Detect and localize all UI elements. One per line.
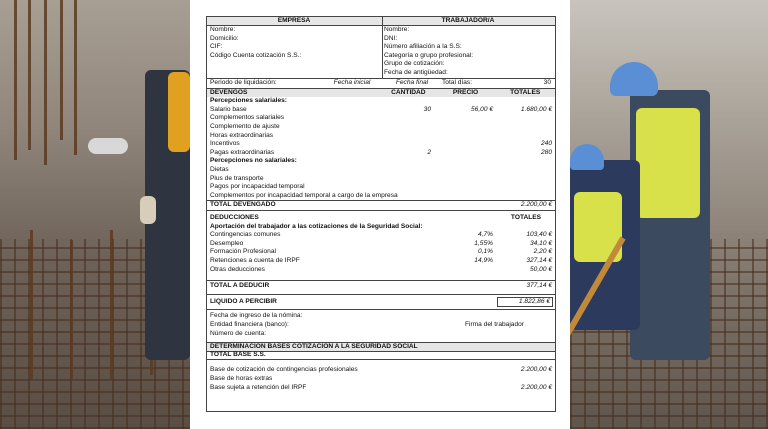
bases-section: [207, 343, 555, 392]
glove: [140, 196, 156, 224]
field-label: Categoría o grupo profesional:: [384, 51, 474, 59]
period-label: Periodo de liquidación:: [210, 79, 277, 87]
devengo-total: 1.680,00 €: [520, 105, 552, 113]
period-start: Fecha inicial: [333, 79, 371, 87]
total-base-label: TOTAL BASE S.S.: [207, 352, 555, 361]
field-label: Domicilio:: [210, 34, 239, 42]
deduccion-pct: 0,1%: [477, 248, 493, 256]
deducciones-subtitle: Aportación del trabajador a las cotizaciones de la Seguridad Social:: [210, 222, 423, 230]
base-value: 2.200,00 €: [520, 366, 552, 374]
devengo-cantidad: 2: [427, 148, 431, 156]
fecha-ingreso-label: Fecha de ingreso de la nómina:: [210, 312, 303, 320]
devengo-label: Salario base: [210, 105, 247, 113]
devengo-row: [207, 106, 555, 115]
devengo-row: [207, 149, 555, 158]
payslip-document: [190, 0, 570, 429]
devengo-label: Pagas extraordinarias: [210, 148, 275, 156]
total-devengado-value: 2.200,00 €: [520, 201, 552, 209]
hard-hat-icon: [610, 62, 658, 96]
col-cantidad: CANTIDAD: [391, 88, 426, 96]
devengo-label: Incentivos: [210, 140, 240, 148]
devengo-total: 280: [540, 148, 552, 156]
total-devengado-label: TOTAL DEVENGADO: [210, 201, 276, 209]
devengo-label: Horas extraordinarias: [210, 131, 274, 139]
field-label: Número afiliación a la S.S:: [384, 43, 462, 51]
deduccion-total: 2,20 €: [533, 248, 552, 256]
field-label: CIF:: [210, 43, 223, 51]
rebar: [110, 230, 113, 380]
rebar: [74, 0, 77, 155]
total-devengado-row: [207, 201, 555, 211]
background-photo-left: [0, 0, 190, 429]
col-precio: PRECIO: [452, 88, 479, 96]
total-days-label: Total días:: [442, 79, 473, 87]
devengo-no-salarial-label: Dietas: [210, 166, 229, 174]
field-label: Código Cuenta cotización S.S.:: [210, 51, 302, 59]
empresa-heading: EMPRESA: [207, 17, 381, 25]
field-label: Grupo de cotización:: [384, 60, 445, 68]
base-label: Base de cotización de contingencias profesionales: [210, 366, 358, 374]
rebar: [44, 0, 47, 165]
header-section: [207, 17, 555, 79]
deduccion-label: Retenciones a cuenta de IRPF: [210, 256, 300, 264]
safety-vest: [168, 72, 190, 152]
bases-title: DETERMINACIÓN BASES COTIZACIÓN A LA SEGURIDAD SOCIAL: [207, 343, 555, 352]
firma-label: Firma del trabajador: [465, 320, 525, 328]
field-label: Nombre:: [210, 26, 236, 34]
deduccion-label: Formación Profesional: [210, 248, 276, 256]
rebar: [60, 0, 63, 140]
base-row: [207, 366, 555, 375]
col-totales: TOTALES: [510, 88, 541, 96]
deduccion-pct: 14,9%: [474, 256, 493, 264]
devengo-row: [207, 114, 555, 123]
trabajador-fields: [381, 26, 555, 78]
deduccion-row: [207, 231, 555, 240]
base-label: Base de horas extras: [210, 374, 273, 382]
group-salariales: Percepciones salariales:: [210, 97, 287, 105]
total-deducir-value: 377,14 €: [526, 282, 552, 290]
deduccion-total: 327,14 €: [526, 256, 552, 264]
period-end: Fecha final: [395, 79, 429, 87]
rebar: [28, 0, 31, 150]
entidad-label: Entidad financiera (banco):: [210, 320, 289, 328]
devengos-section: [207, 89, 555, 202]
pipe: [88, 138, 128, 154]
safety-vest: [636, 108, 700, 218]
deduccion-label: Desempleo: [210, 239, 244, 247]
payment-info: [207, 310, 555, 343]
devengo-no-salarial-label: Pagos por incapacidad temporal: [210, 183, 305, 191]
deducciones-col-totales: TOTALES: [510, 214, 542, 221]
devengos-title: DEVENGOS: [210, 88, 248, 96]
numero-cuenta-label: Número de cuenta:: [210, 329, 267, 337]
field-label: DNI:: [384, 34, 398, 42]
total-deducir-row: [207, 281, 555, 295]
background-photo-right: [570, 0, 768, 429]
period-row: [207, 79, 555, 89]
devengo-total: 240: [540, 140, 552, 148]
base-row: [207, 383, 555, 392]
deduccion-total: 103,40 €: [526, 231, 552, 239]
devengo-no-salarial-label: Complementos por incapacidad temporal a cargo de la empresa: [210, 191, 398, 199]
deduccion-row: [207, 240, 555, 249]
hard-hat-icon: [570, 144, 604, 170]
deduccion-row: [207, 265, 555, 274]
liquido-label: LIQUIDO A PERCIBIR: [210, 297, 277, 305]
group-no-salariales: Percepciones no salariales:: [210, 157, 297, 165]
devengo-row: [207, 132, 555, 141]
deduccion-row: [207, 257, 555, 266]
empresa-fields: [207, 26, 381, 78]
deduccion-pct: 4,7%: [477, 231, 493, 239]
devengo-cantidad: 30: [423, 105, 431, 113]
total-days-value: 30: [543, 79, 551, 87]
devengo-label: Complemento de ajuste: [210, 123, 280, 131]
base-value: 2.200,00 €: [520, 383, 552, 391]
deduccion-label: Contingencias comunes: [210, 231, 281, 239]
base-label: Base sujeta a retención del IRPF: [210, 383, 307, 391]
rebar: [70, 240, 73, 380]
field-label: Nombre:: [384, 26, 410, 34]
devengo-precio: 56,00 €: [471, 105, 493, 113]
field-label: Fecha de antigüedad:: [384, 69, 448, 77]
liquido-value: 1.822,86 €: [497, 297, 553, 307]
devengo-row: [207, 140, 555, 149]
deducciones-title: DEDUCCIONES: [210, 214, 259, 221]
base-row: [207, 375, 555, 384]
deduccion-total: 50,00 €: [530, 265, 552, 273]
trabajador-heading: TRABAJADOR/A: [381, 17, 555, 25]
deduccion-pct: 1,55%: [474, 239, 493, 247]
total-deducir-label: TOTAL A DEDUCIR: [210, 282, 270, 290]
deduccion-total: 34,10 €: [530, 239, 552, 247]
deduccion-label: Otras deducciones: [210, 265, 265, 273]
deducciones-section: [207, 211, 555, 281]
devengo-label: Complementos salariales: [210, 114, 285, 122]
rebar: [14, 0, 17, 160]
deduccion-row: [207, 248, 555, 257]
devengo-no-salarial-label: Plus de transporte: [210, 174, 264, 182]
rebar: [30, 230, 33, 380]
devengo-row: [207, 123, 555, 132]
payslip-sheet: [206, 16, 556, 412]
liquido-row: [207, 295, 555, 311]
